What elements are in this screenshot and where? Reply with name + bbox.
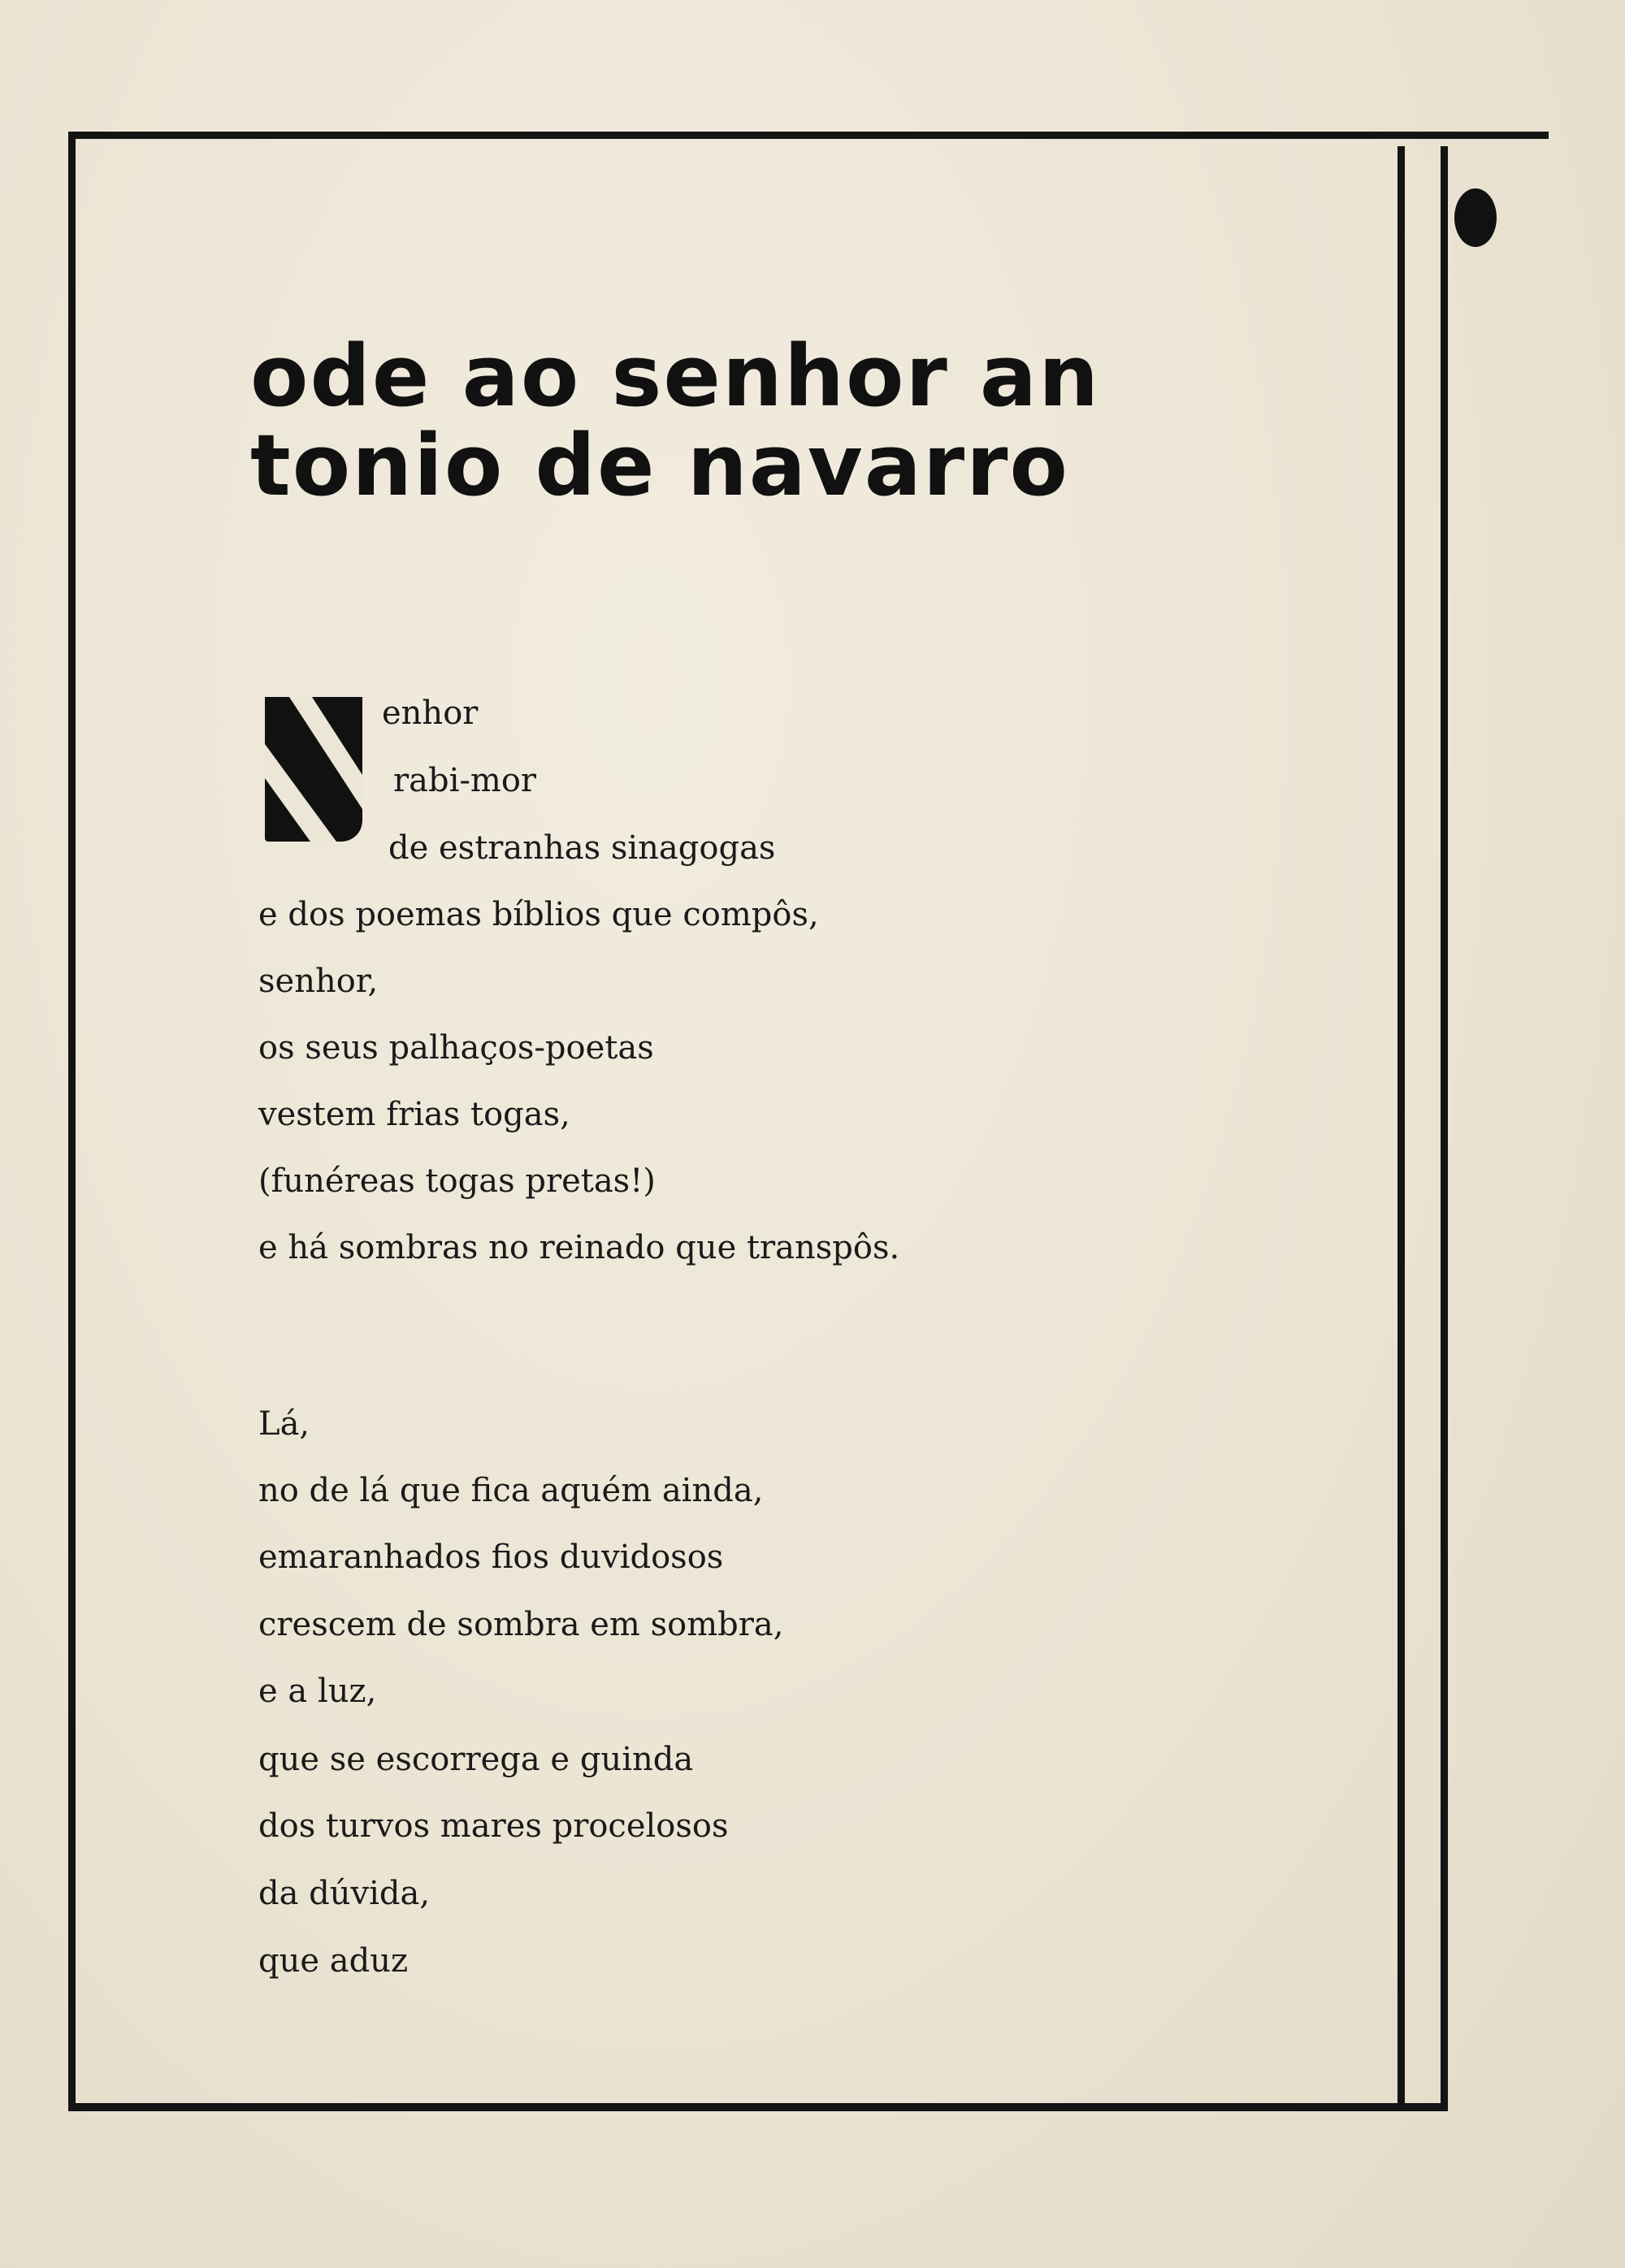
- poem-line: da dúvida,: [258, 1875, 431, 1912]
- poem-title-line-1: ode ao senhor an: [250, 327, 1101, 426]
- poem-line: de estranhas sinagogas: [388, 829, 776, 867]
- poem-line: vestem frias togas,: [258, 1096, 570, 1133]
- frame-inner-right-rule: [1398, 146, 1405, 2111]
- poem-line: rabi-mor: [393, 762, 537, 799]
- poem-line: que aduz: [258, 1942, 409, 1980]
- poem-title: [250, 327, 1101, 515]
- poem-line: e dos poemas bíblios que compôs,: [258, 896, 819, 933]
- frame-top-rule: [68, 132, 1549, 139]
- poem-line: Lá,: [258, 1405, 310, 1443]
- poem-line: que se escorrega e guinda: [258, 1741, 694, 1778]
- poem-title-line-2: tonio de navarro: [250, 416, 1069, 515]
- poem-line: e a luz,: [258, 1673, 377, 1710]
- poem-line: crescem de sombra em sombra,: [258, 1606, 784, 1643]
- poem-line: emaranhados fios duvidosos: [258, 1539, 724, 1576]
- frame-outer-right-rule: [1441, 146, 1448, 2111]
- page-marker-dot: [1454, 188, 1497, 247]
- drop-cap-s-graphic: [265, 697, 362, 842]
- poem-line: no de lá que fica aquém ainda,: [258, 1472, 764, 1509]
- poem-line: (funéreas togas pretas!): [258, 1162, 656, 1200]
- drop-cap-s: [265, 697, 362, 842]
- frame-bottom-rule: [68, 2103, 1448, 2111]
- poem-line: senhor,: [258, 963, 379, 1000]
- frame-left-rule: [68, 132, 76, 2110]
- poem-line: dos turvos mares procelosos: [258, 1807, 729, 1845]
- poem-line: os seus palhaços-poetas: [258, 1029, 654, 1067]
- poem-line: enhor: [382, 695, 479, 732]
- poem-line: e há sombras no reinado que transpôs.: [258, 1229, 900, 1266]
